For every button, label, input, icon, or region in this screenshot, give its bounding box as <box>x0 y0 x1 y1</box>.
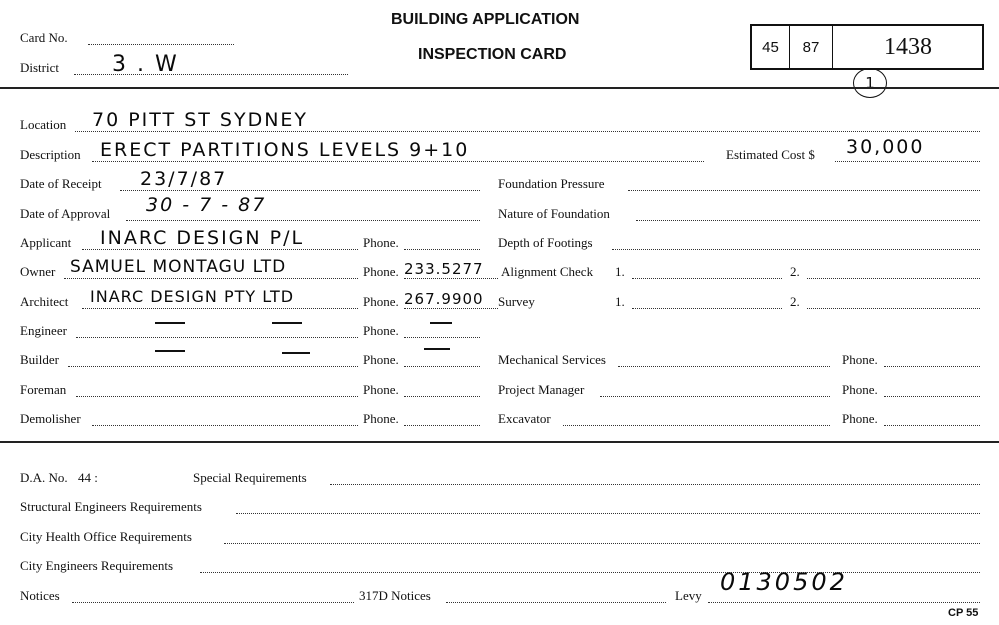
estimated-cost-value: 30,000 <box>846 136 925 158</box>
architect-line <box>82 308 358 309</box>
title-line-2: INSPECTION CARD <box>418 46 567 63</box>
project-manager-phone-label: Phone. <box>842 382 878 397</box>
survey-num-2: 2. <box>790 294 800 309</box>
engineers-req-label: City Engineers Requirements <box>20 558 174 573</box>
engineer-phone-label: Phone. <box>363 323 399 338</box>
project-manager-phone-line <box>884 396 980 397</box>
date-receipt-value: 23/7/87 <box>140 168 228 190</box>
location-value: 70 PITT ST SYDNEY <box>92 109 309 131</box>
alignment-line-1 <box>632 278 782 279</box>
owner-phone-label: Phone. <box>363 264 399 279</box>
district-value: 3 . W <box>112 52 179 77</box>
applicant-phone-line <box>404 249 480 250</box>
nature-foundation-line <box>636 220 980 221</box>
engineers-req-line <box>200 572 980 573</box>
date-approval-line <box>126 220 480 221</box>
ref-number: 1438 <box>884 33 932 60</box>
levy-value: 0130502 <box>720 568 848 596</box>
health-req-label: City Health Office Requirements <box>20 529 192 544</box>
top-divider <box>0 87 999 89</box>
nature-foundation-label: Nature of Foundation <box>498 206 610 221</box>
engineer-phone-dash <box>430 322 452 324</box>
foreman-line <box>76 396 358 397</box>
notices-line <box>72 602 354 603</box>
alignment-line-2 <box>807 278 980 279</box>
date-approval-label: Date of Approval <box>20 206 111 221</box>
excavator-phone-label: Phone. <box>842 411 878 426</box>
alignment-num-2: 2. <box>790 264 800 279</box>
excavator-label: Excavator <box>498 411 551 426</box>
demolisher-phone-label: Phone. <box>363 411 399 426</box>
da-no-value: 44 : <box>78 470 98 485</box>
architect-phone-value: 267.9900 <box>404 290 484 308</box>
survey-line-1 <box>632 308 782 309</box>
levy-label: Levy <box>675 588 702 603</box>
mechanical-phone-label: Phone. <box>842 352 878 367</box>
special-req-line <box>330 484 980 485</box>
alignment-num-1: 1. <box>615 264 625 279</box>
builder-line <box>68 366 358 367</box>
district-label: District <box>20 60 59 75</box>
mechanical-services-line <box>618 366 830 367</box>
builder-dash-1 <box>155 350 185 352</box>
applicant-value: INARC DESIGN P/L <box>100 227 305 249</box>
title-line-1: BUILDING APPLICATION <box>391 11 580 28</box>
foundation-pressure-line <box>628 190 980 191</box>
builder-phone-line <box>404 366 480 367</box>
date-receipt-label: Date of Receipt <box>20 176 102 191</box>
owner-value: SAMUEL MONTAGU LTD <box>70 257 287 277</box>
notices-317d-label: 317D Notices <box>359 588 431 603</box>
mechanical-services-label: Mechanical Services <box>498 352 606 367</box>
notices-label: Notices <box>20 588 60 603</box>
engineer-label: Engineer <box>20 323 67 338</box>
survey-line-2 <box>807 308 980 309</box>
owner-line <box>64 278 358 279</box>
form-code: CP 55 <box>948 607 979 619</box>
depth-footings-line <box>612 249 980 250</box>
estimated-cost-label: Estimated Cost $ <box>726 147 815 162</box>
circled-mark: 1 <box>853 68 887 98</box>
health-req-line <box>224 543 980 544</box>
depth-footings-label: Depth of Footings <box>498 235 593 250</box>
demolisher-line <box>92 425 358 426</box>
estimated-cost-line <box>835 161 980 162</box>
architect-value: INARC DESIGN PTY LTD <box>90 287 295 306</box>
description-line <box>92 161 704 162</box>
foreman-phone-label: Phone. <box>363 382 399 397</box>
reference-box <box>750 24 984 70</box>
card-no-label: Card No. <box>20 30 68 45</box>
owner-label: Owner <box>20 264 56 279</box>
engineer-dash-1 <box>155 322 185 324</box>
demolisher-phone-line <box>404 425 480 426</box>
middle-divider <box>0 441 999 443</box>
project-manager-line <box>600 396 830 397</box>
da-no-label: D.A. No. <box>20 470 68 485</box>
alignment-check-label: Alignment Check <box>501 264 594 279</box>
location-line <box>75 131 980 132</box>
excavator-line <box>563 425 830 426</box>
description-label: Description <box>20 147 81 162</box>
foreman-label: Foreman <box>20 382 67 397</box>
builder-label: Builder <box>20 352 59 367</box>
date-approval-value: 30 - 7 - 87 <box>146 194 267 216</box>
special-req-label: Special Requirements <box>193 470 307 485</box>
applicant-line <box>82 249 358 250</box>
foundation-pressure-label: Foundation Pressure <box>498 176 605 191</box>
architect-phone-label: Phone. <box>363 294 399 309</box>
ref-cell-a: 45 <box>752 26 790 68</box>
description-value: ERECT PARTITIONS LEVELS 9+10 <box>100 139 470 161</box>
demolisher-label: Demolisher <box>20 411 81 426</box>
engineer-line <box>76 337 358 338</box>
engineer-dash-2 <box>272 322 302 324</box>
levy-line <box>708 602 980 603</box>
survey-label: Survey <box>498 294 535 309</box>
survey-num-1: 1. <box>615 294 625 309</box>
builder-phone-dash <box>424 348 450 350</box>
applicant-phone-label: Phone. <box>363 235 399 250</box>
engineer-phone-line <box>404 337 480 338</box>
excavator-phone-line <box>884 425 980 426</box>
card-no-line <box>88 44 234 45</box>
applicant-label: Applicant <box>20 235 72 250</box>
structural-req-label: Structural Engineers Requirements <box>20 499 202 514</box>
mechanical-phone-line <box>884 366 980 367</box>
notices-317d-line <box>446 602 666 603</box>
builder-phone-label: Phone. <box>363 352 399 367</box>
architect-label: Architect <box>20 294 69 309</box>
date-receipt-line <box>120 190 480 191</box>
project-manager-label: Project Manager <box>498 382 585 397</box>
owner-phone-value: 233.5277 <box>404 260 484 278</box>
foreman-phone-line <box>404 396 480 397</box>
location-label: Location <box>20 117 67 132</box>
builder-dash-2 <box>282 352 310 354</box>
structural-req-line <box>236 513 980 514</box>
ref-cell-b: 87 <box>790 26 833 68</box>
